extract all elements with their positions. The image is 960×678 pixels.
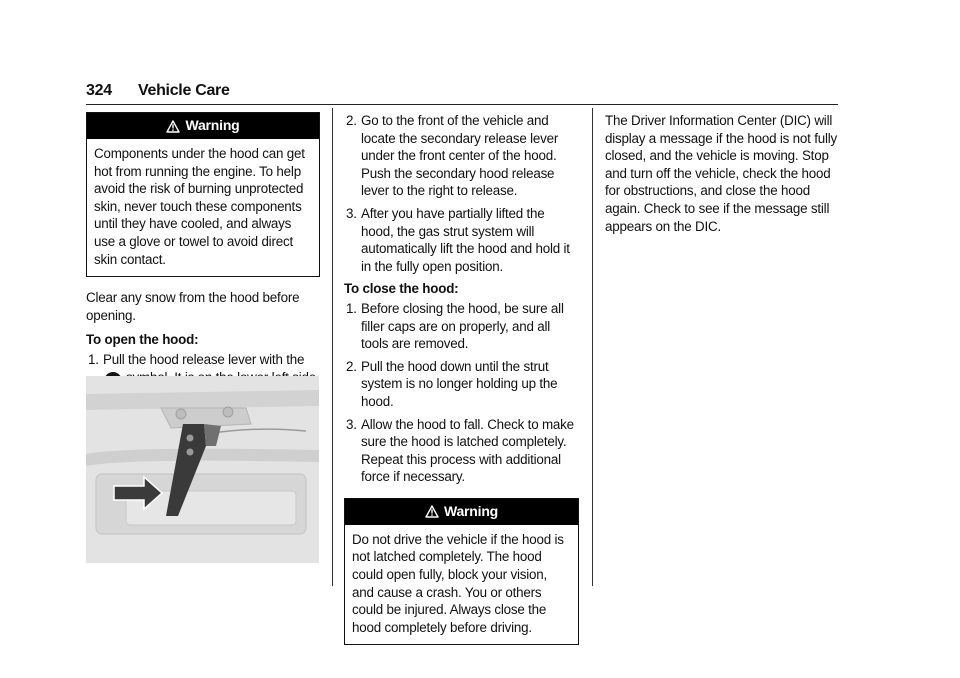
column-2: [344, 112, 579, 645]
hood-release-lever-image: [86, 376, 319, 563]
warning-body: [87, 139, 319, 276]
step-text: Go to the front of the vehicle and locate the secondary release lever under the front center of the hood. Push the secondary hood release lever to the right to release.: [361, 113, 559, 199]
warning-heading: Warning: [443, 503, 499, 520]
page-number: 324: [86, 82, 112, 99]
warning-text: Components under the hood can get hot from running the engine. To help avoid the risk of burning unprotected skin, never touch these components until they have cooled, and always use a glove or towel to avoid direct skin contact.: [94, 146, 305, 267]
warning-triangle-icon: [425, 505, 439, 518]
step-number: 1.: [88, 351, 99, 367]
step-text: Allow the hood to fall. Check to make sure the hood is latched completely. Repeat this process with additional force if necessary.: [361, 416, 574, 485]
warning-box-hot-components: [86, 112, 320, 277]
list-item: [344, 205, 579, 275]
step-number: 3.: [346, 205, 357, 221]
step-text: Pull the hood release lever with the: [103, 351, 305, 367]
list-item: [344, 300, 579, 353]
step-text: Pull the hood down until the strut system is no longer holding up the hood.: [361, 358, 558, 409]
warning-box-latch: [344, 498, 579, 646]
open-hood-heading: To open the hood:: [86, 332, 199, 348]
header-rule: [86, 104, 838, 105]
column-3: [605, 112, 841, 242]
warning-header: [87, 113, 319, 139]
dic-paragraph: The Driver Information Center (DIC) will display a message if the hood is not fully closed, and the vehicle is moving. Stop and turn off the vehicle, check the hood for obstructions, and close the hood again. Check to see if the message still appears on the DIC.: [605, 113, 838, 234]
open-hood-steps-continued: [344, 112, 579, 275]
warning-heading: Warning: [185, 117, 240, 134]
section-title: Vehicle Care: [138, 82, 230, 99]
warning-header: [345, 499, 578, 525]
step-text: After you have partially lifted the hood, the gas strut system will automatically lift the hood and hold it in the fully open position.: [361, 205, 570, 274]
close-hood-heading: To close the hood:: [344, 281, 459, 297]
warning-triangle-icon: [166, 120, 180, 133]
intro-text: Clear any snow from the hood before opening.: [86, 290, 300, 323]
warning-text: Do not drive the vehicle if the hood is not latched completely. The hood could open fully, block your vision, and cause a crash. You or others could be injured. Always close the hood completely before driving.: [352, 531, 564, 635]
step-number: 2.: [346, 358, 357, 374]
column-1: [86, 112, 320, 409]
step-text: Before closing the hood, be sure all filler caps are on properly, and all tools are removed.: [361, 300, 564, 352]
close-hood-steps: [344, 300, 579, 486]
warning-body: [345, 525, 578, 645]
page-header: [86, 82, 838, 102]
list-item: [344, 112, 579, 200]
list-item: [344, 358, 579, 411]
step-number: 2.: [346, 113, 357, 128]
list-item: [344, 416, 579, 486]
step-number: 1.: [346, 300, 357, 316]
step-number: 3.: [346, 416, 357, 432]
column-divider: [592, 108, 593, 586]
hood-release-illustration: [86, 376, 319, 563]
column-divider: [332, 108, 333, 586]
